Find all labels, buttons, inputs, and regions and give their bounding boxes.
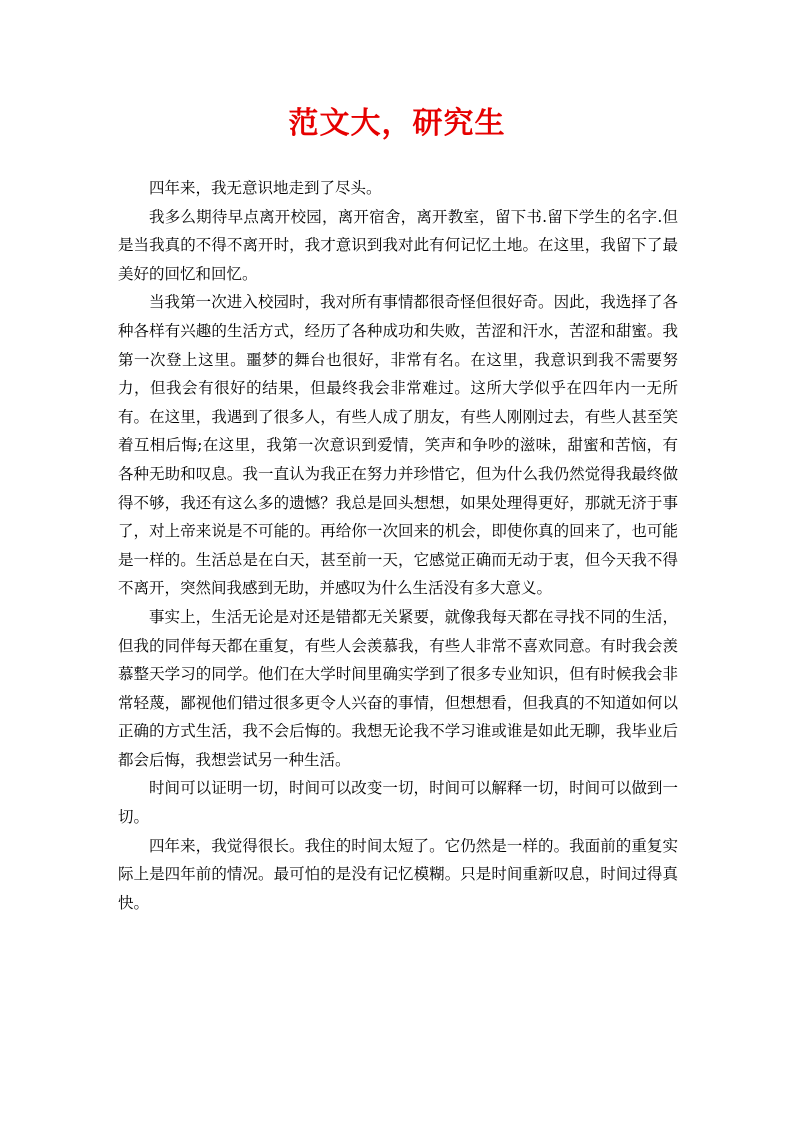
- document-title: 范文大，研究生: [288, 106, 506, 141]
- document-body: [118, 174, 678, 917]
- paragraph: 当我第一次进入校园时，我对所有事情都很奇怪但很好奇。因此，我选择了各种各样有兴趣的生活方式，经历了各种成功和失败，苦涩和汗水，苦涩和甜蜜。我第一次登上这里。噩梦的舞台也很好，非常有名。在这里，我意识到我不需要努力，但我会有很好的结果，但最终我会非常难过。这所大学似乎在四年内一无所有。在这里，我遇到了很多人，有些人成了朋友，有些人刚刚过去，有些人甚至笑着互相后悔;在这里，我第一次意识到爱情，笑声和争吵的滋味，甜蜜和苦恼，有各种无助和叹息。我一直认为我正在努力并珍惜它，但为什么我仍然觉得我最终做得不够，我还有这么多的遗憾？我总是回头想想，如果处理得更好，那就无济于事了，对上帝来说是不可能的。再给你一次回来的机会，即使你真的回来了，也可能是一样的。生活总是在白天，甚至前一天，它感觉正确而无动于衷，但今天我不得不离开，突然间我感到无助，并感叹为什么生活没有多大意义。: [118, 293, 678, 598]
- paragraph: 四年来，我无意识地走到了尽头。: [149, 179, 382, 197]
- paragraph: 事实上，生活无论是对还是错都无关紧要，就像我每天都在寻找不同的生活，但我的同伴每天都在重复，有些人会羡慕我，有些人非常不喜欢同意。有时我会羡慕整天学习的同学。他们在大学时间里确实学到了很多专业知识，但有时候我会非常轻蔑，鄙视他们错过很多更令人兴奋的事情，但想想看，但我真的不知道如何以正确的方式生活，我不会后悔的。我想无论我不学习谁或谁是如此无聊，我毕业后都会后悔，我想尝试另一种生活。: [118, 607, 678, 769]
- paragraph: 我多么期待早点离开校园，离开宿舍，离开教室，留下书.留下学生的名字.但是当我真的不得不离开时，我才意识到我对此有何记忆土地。在这里，我留下了最美好的回忆和回忆。: [118, 207, 678, 283]
- paragraph: 四年来，我觉得很长。我住的时间太短了。它仍然是一样的。我面前的重复实际上是四年前的情况。最可怕的是没有记忆模糊。只是时间重新叹息，时间过得真快。: [118, 836, 678, 912]
- paragraph: 时间可以证明一切，时间可以改变一切，时间可以解释一切，时间可以做到一切。: [118, 779, 678, 827]
